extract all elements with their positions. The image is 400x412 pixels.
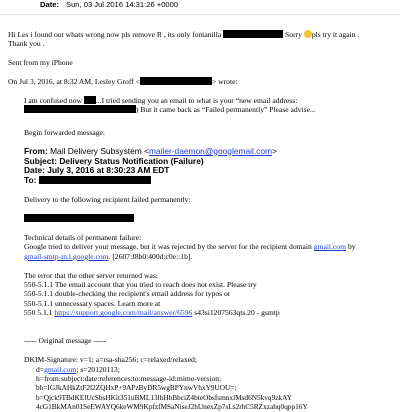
smtp-link[interactable]: gmail-smtp-in.l.google.com (24, 251, 109, 261)
dkim-line: DKIM-Signature: v=1; a=rsa-sha256; c=relaxed/relaxed; (24, 355, 197, 365)
dkim-domain-link[interactable]: gmail.com (44, 364, 77, 374)
quoted-message (8, 96, 396, 412)
date-value: Sun, 03 Jul 2016 14:31:26 +0000 (66, 0, 179, 9)
forwarded-label: Begin forwarded message: (24, 128, 105, 137)
dkim-line: bh=IGJkAHkZtF2l2ZQHxP+9APzByDR5wgBPYnwVhxY9UOU=; (36, 383, 237, 393)
error-line: 550 5.1.1 https://support.google.com/mail/answer/6596 s43si1207563qts.20 - gsmtp (24, 308, 280, 318)
support-link[interactable]: https://support.google.com/mail/answer/6596 (54, 308, 193, 318)
to-header: To: (24, 176, 396, 186)
message-line (8, 30, 396, 39)
date-label: Date: (40, 0, 59, 9)
from-header: From: Mail Delivery Subsystem <mailer-daemon@googlemail.com> (24, 145, 277, 156)
dkim-line: h=from:subject:date:references:to:message-id:mime-version; (36, 374, 222, 383)
redacted-block (140, 77, 212, 85)
dkim-line: d=gmail.com; s=20120113; (36, 364, 120, 374)
tech-line: gmail-smtp-in.l.google.com. [2607:f8b0:400d:c0e::1b]. (24, 251, 193, 261)
date-header (0, 0, 400, 15)
signature-line: Sent from my iPhone (8, 58, 73, 68)
error-line: 550-5.1.1 unnecessary spaces. Learn more at (24, 298, 161, 308)
delivery-failed-line: Delivery to the following recipient failed permanently: (24, 195, 191, 205)
date-header-fwd: Date: July 3, 2016 at 8:30:23 AM EDT (24, 165, 170, 176)
attribution-text: > wrote: (211, 77, 238, 86)
email-body (8, 30, 396, 412)
attribution-text: On Jul 3, 2016, at 8:32 AM, Lesley Groff < (8, 77, 140, 86)
tech-details-title: Technical details of permanent failure: (24, 232, 142, 242)
dkim-line: 4cG1BkMAn01SeEWAYQ6keWM9KpfzfMSaNiseJ2hUnexZp7sLs2rhC5RZxzahq0qpp16Y (36, 402, 308, 412)
redacted-recipient (24, 214, 396, 223)
message-text: Hi Les i found out whats wrong now pls remove R , its only fontanilla (8, 30, 222, 39)
from-email-link[interactable]: mailer-daemon@googlemail.com (148, 145, 272, 156)
redacted-block (223, 30, 283, 38)
message-line: Thank you . (8, 39, 45, 49)
quote-line (24, 96, 396, 105)
message-text: pls try it again . (311, 30, 360, 39)
redacted-block (39, 176, 151, 184)
error-line: 550-5.1.1 The email account that you tried to reach does not exist. Please try (24, 279, 257, 289)
quote-text: ) But it came back as “Failed permanently” Please advise... (136, 105, 316, 115)
subject-header: Subject: Delivery Status Notification (Failure) (24, 155, 204, 166)
dkim-line: b=Qjck9TBdKElUcSbsHKit351uBML13lhHbBbciZ4bteObsfsmnxlMsd6N5kvq9zkAY (36, 392, 292, 402)
gmail-link[interactable]: gmail.com (313, 242, 347, 252)
original-message-divider: ----- Original message ----- (24, 336, 107, 346)
quote-text: ...I tried sending you an email to what is your “new email address: (95, 95, 298, 105)
quote-text: I am confused now (24, 95, 82, 105)
tech-line: Google tried to deliver your message, but it was rejected by the server for the recipient domain gmail.com by (24, 242, 356, 252)
message-text: Sorry (285, 30, 302, 39)
error-title: The error that the other server returned was: (24, 270, 158, 280)
redacted-block (84, 96, 96, 104)
forwarded-headers (24, 147, 396, 186)
error-line: 550-5.1.1 double-checking the recipient's email address for typos or (24, 289, 231, 299)
smiley-icon (304, 30, 312, 38)
quote-line (24, 105, 396, 114)
reply-attribution (8, 77, 396, 86)
redacted-block (24, 214, 134, 222)
redacted-block (24, 105, 136, 113)
